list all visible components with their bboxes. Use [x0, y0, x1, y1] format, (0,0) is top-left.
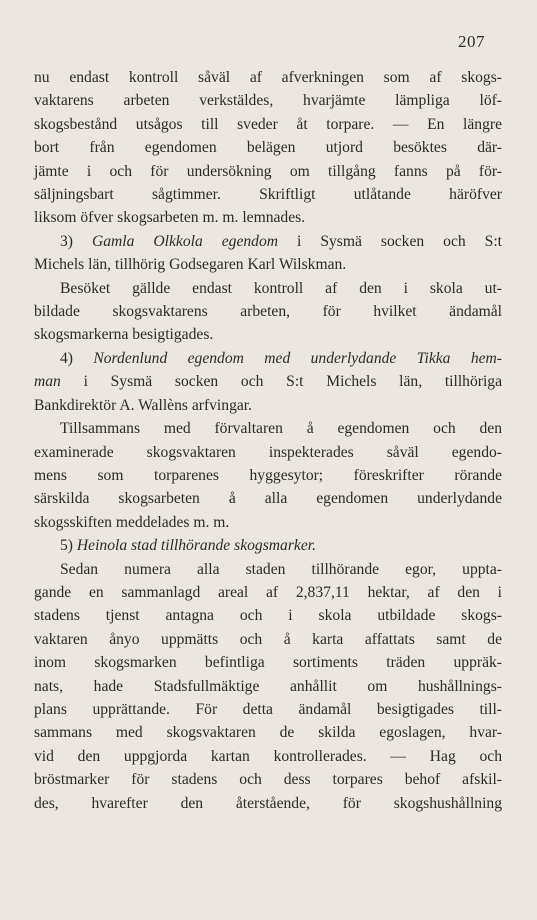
- section-title: man: [34, 373, 61, 391]
- text-line: Tillsammans med förvaltaren å egendomen och den: [60, 420, 502, 438]
- text-line: Besöket gällde endast kontroll af den i skola ut-: [60, 279, 502, 297]
- text-line: Bankdirektör A. Wallèns arfvingar.: [34, 396, 253, 414]
- text-line: skogsskiften meddelades m. m.: [34, 513, 230, 531]
- text-line: särskilda skogsarbeten å alla egendomen underlydande: [34, 490, 502, 508]
- text-line: säljningsbart sågtimmer. Skriftligt utlåtande häröfver: [34, 186, 502, 204]
- text-line: nu endast kontroll såväl af afverkningen som af skogs-: [34, 69, 502, 86]
- section-heading-3: 3) Gamla Olkkola egendom i Sysmä socken och S:t: [60, 232, 502, 250]
- text-line: sammans med skogsvaktaren de skilda egoslagen, hvar-: [34, 724, 502, 742]
- section-title: Heinola stad tillhörande skogsmarker.: [76, 537, 316, 555]
- section-heading-5: 5) Heinola stad tillhörande skogsmarker.: [60, 537, 316, 555]
- text-line: mens som torparenes hyggesytor; föreskrifter rörande: [34, 466, 502, 484]
- text-line: bildade skogsvaktarens arbeten, för hvilket ändamål: [34, 303, 502, 321]
- text-line: liksom öfver skogsarbeten m. m. lemnades.: [34, 209, 306, 227]
- body-text: [34, 66, 502, 815]
- text-line: skogsbestånd utsågos till sveder åt torpare. — En längre: [34, 115, 502, 133]
- text-line: gande en sammanlagd areal af 2,837,11 hektar, af den i: [34, 583, 502, 601]
- text-line: vaktaren ånyo uppmätts och å karta affattats samt de: [34, 630, 502, 648]
- page-number: 207: [458, 32, 485, 51]
- section-title: Nordenlund egendom med underlydande Tikka hem-: [93, 349, 502, 367]
- text-line: Michels län, tillhörig Godsegaren Karl Wilskman.: [34, 256, 347, 274]
- text-line: vid den uppgjorda kartan kontrollerades. — Hag och: [34, 747, 502, 765]
- text-line: Sedan numera alla staden tillhörande egor, uppta-: [60, 560, 502, 578]
- text-line: des, hvarefter den återstående, för skogshushållning: [34, 794, 502, 812]
- text-line: plans upprättande. För detta ändamål besigtigades till-: [34, 700, 502, 718]
- text-line: inom skogsmarken befintliga sortiments träden uppräk-: [34, 654, 502, 672]
- text-line: nats, hade Stadsfullmäktige anhållit om hushållnings-: [34, 677, 502, 695]
- text-line: stadens tjenst antagna och i skola utbildade skogs-: [34, 607, 502, 625]
- text-line: man i Sysmä socken och S:t Michels län, tillhöriga: [34, 373, 502, 391]
- text-line: skogsmarkerna besigtigades.: [34, 326, 214, 344]
- text-line: vaktarens arbeten verkstäldes, hvarjämte lämpliga löf-: [34, 92, 502, 110]
- text-line: examinerade skogsvaktaren inspekterades såväl egendo-: [34, 443, 502, 461]
- section-title: Gamla Olkkola egendom: [91, 232, 279, 250]
- text-line: jämte i och för undersökning om tillgång fanns på för-: [34, 162, 502, 180]
- text-line: bröstmarker för stadens och dess torpares behof afskil-: [34, 771, 502, 789]
- text-line: bort från egendomen belägen utjord besöktes där-: [34, 139, 502, 157]
- section-heading-4: 4) Nordenlund egendom med underlydande Tikka hem-: [60, 349, 502, 367]
